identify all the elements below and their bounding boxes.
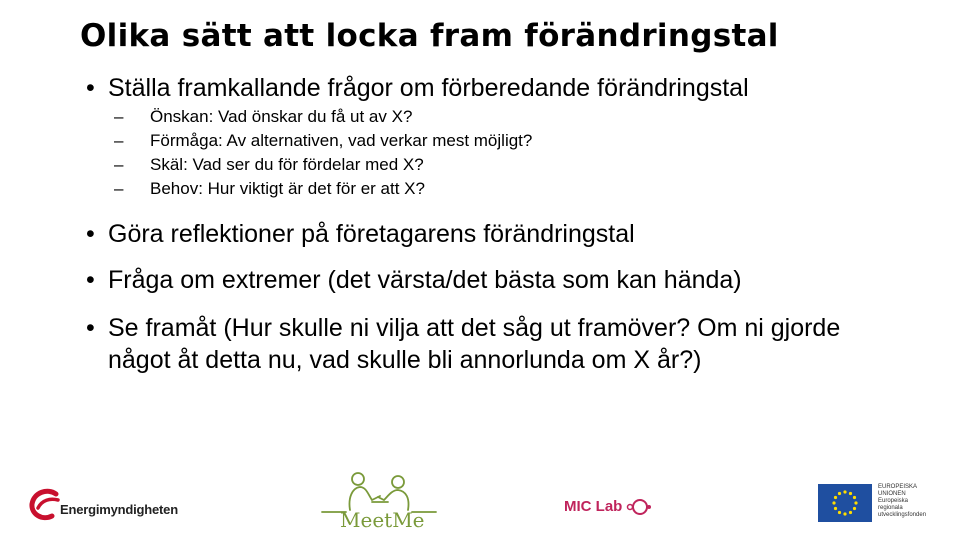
bullet-2: • Göra reflektioner på företagarens förändringstal xyxy=(86,218,888,250)
bullet-1: • Ställa framkallande frågor om förberedande förändringstal xyxy=(86,72,888,104)
sub-bullet-1 xyxy=(114,106,412,127)
sub-bullet-3 xyxy=(114,154,424,175)
eu-text-line-3: Europeiska xyxy=(878,498,909,504)
bullet-3: • Fråga om extremer (det värsta/det bästa som kan hända) xyxy=(86,264,888,296)
eu-text-line-4: regionala xyxy=(878,505,903,511)
dash: – xyxy=(114,179,124,198)
eu-logo xyxy=(818,484,954,524)
sub-bullet-2 xyxy=(114,130,532,151)
sub-bullet-text: Skäl: Vad ser du för fördelar med X? xyxy=(150,155,424,174)
eu-text-line-5: utvecklingsfonden xyxy=(878,512,927,518)
energimyndigheten-logo xyxy=(28,488,188,524)
sub-bullet-text: Förmåga: Av alternativen, vad verkar mest möjligt? xyxy=(150,131,533,150)
eu-flag-icon xyxy=(818,484,872,522)
dash: – xyxy=(114,155,124,174)
sub-bullet-4 xyxy=(114,178,425,199)
meetme-label: MeetMe xyxy=(340,508,425,532)
sub-bullet-text: Behov: Hur viktigt är det för er att X? xyxy=(150,179,425,198)
eu-text-line-2: UNIONEN xyxy=(878,491,906,497)
miclab-logo xyxy=(564,496,654,520)
miclab-mark-icon xyxy=(626,497,652,517)
miclab-label: MIC Lab xyxy=(564,498,623,515)
dash: – xyxy=(114,131,124,150)
bullet-4: • Se framåt (Hur skulle ni vilja att det såg ut framöver? Om ni gjorde något åt detta nu, vad skulle bli annorlunda om X år?) xyxy=(86,312,888,376)
meetme-logo xyxy=(318,470,438,532)
sub-bullet-text: Önskan: Vad önskar du få ut av X? xyxy=(150,107,413,126)
energimyndigheten-label: Energimyndigheten xyxy=(60,502,178,517)
page-title: Olika sätt att locka fram förändringstal xyxy=(80,18,779,54)
dash: – xyxy=(114,107,124,126)
energimyndigheten-mark-icon xyxy=(28,488,62,522)
eu-text-line-1: EUROPEISKA xyxy=(878,484,918,490)
